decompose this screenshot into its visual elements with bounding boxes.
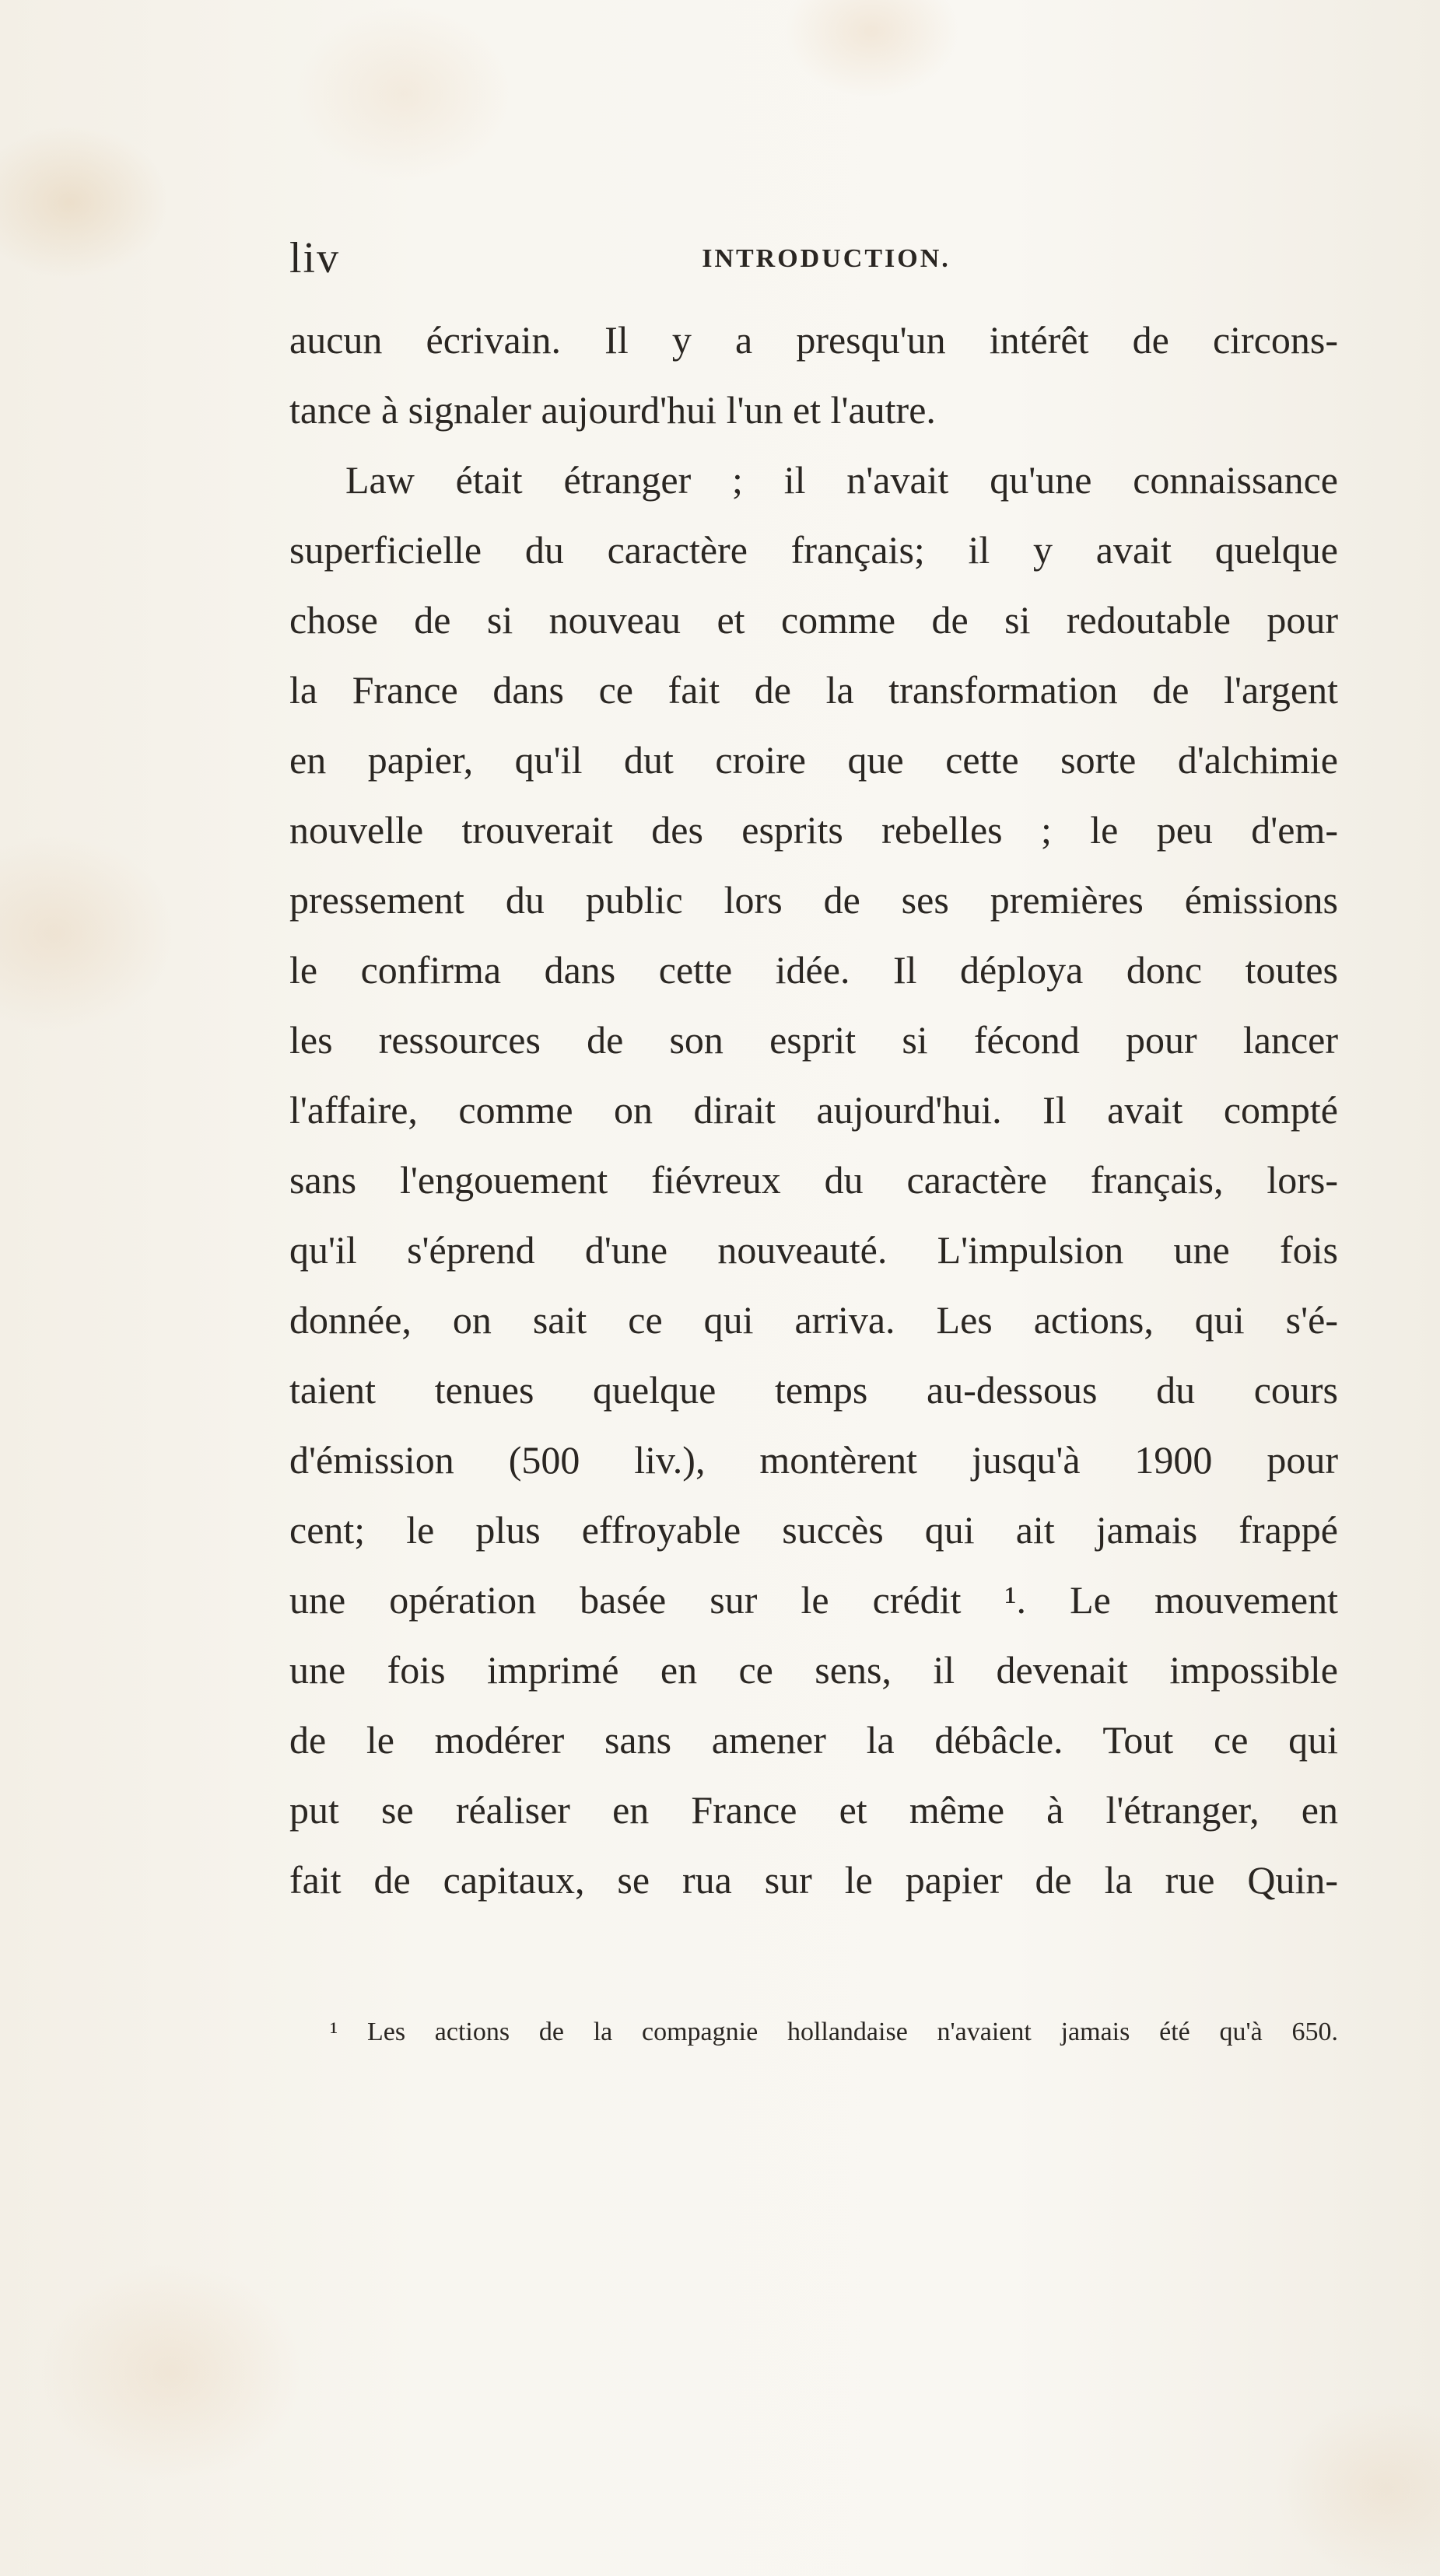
running-head: INTRODUCTION. [702,244,951,273]
body-line: Law était étranger ; il n'avait qu'une connaissance [345,458,1338,502]
body-line: de le modérer sans amener la débâcle. Tout ce qui [289,1718,1338,1762]
body-line: la France dans ce fait de la transformation de l'argent [289,668,1338,712]
body-text [289,305,1338,1915]
body-line: fait de capitaux, se rua sur le papier de la rue Quin- [289,1858,1338,1902]
body-line: une fois imprimé en ce sens, il devenait impossible [289,1648,1338,1692]
body-line: une opération basée sur le crédit ¹. Le mouvement [289,1578,1338,1622]
body-line: aucun écrivain. Il y a presqu'un intérêt de circons- [289,318,1338,362]
body-line: cent; le plus effroyable succès qui ait jamais frappé [289,1508,1338,1552]
body-line: les ressources de son esprit si fécond pour lancer [289,1018,1338,1062]
body-line: qu'il s'éprend d'une nouveauté. L'impulsion une fois [289,1228,1338,1272]
footnote: ¹ Les actions de la compagnie hollandaise n'avaient jamais été qu'à 650. [330,2018,1338,2046]
body-line: put se réaliser en France et même à l'étranger, en [289,1788,1338,1832]
body-line: en papier, qu'il dut croire que cette sorte d'alchimie [289,738,1338,782]
body-line: chose de si nouveau et comme de si redoutable pour [289,598,1338,642]
footnotes [289,2013,1338,2052]
body-line: l'affaire, comme on dirait aujourd'hui. Il avait compté [289,1088,1338,1132]
body-line: taient tenues quelque temps au-dessous du cours [289,1368,1338,1412]
page-header [289,233,1363,296]
body-line: superficielle du caractère français; il y avait quelque [289,528,1338,572]
body-line: nouvelle trouverait des esprits rebelles ; le peu d'em- [289,808,1338,852]
body-line: d'émission (500 liv.), montèrent jusqu'à 1900 pour [289,1438,1338,1482]
page-number: liv [289,234,341,282]
body-line: donnée, on sait ce qui arriva. Les actions, qui s'é- [289,1298,1338,1342]
body-line: le confirma dans cette idée. Il déploya donc toutes [289,948,1338,992]
body-line: tance à signaler aujourd'hui l'un et l'autre. [289,388,936,432]
body-line: pressement du public lors de ses premières émissions [289,878,1338,922]
body-line: sans l'engouement fiévreux du caractère français, lors- [289,1158,1338,1202]
